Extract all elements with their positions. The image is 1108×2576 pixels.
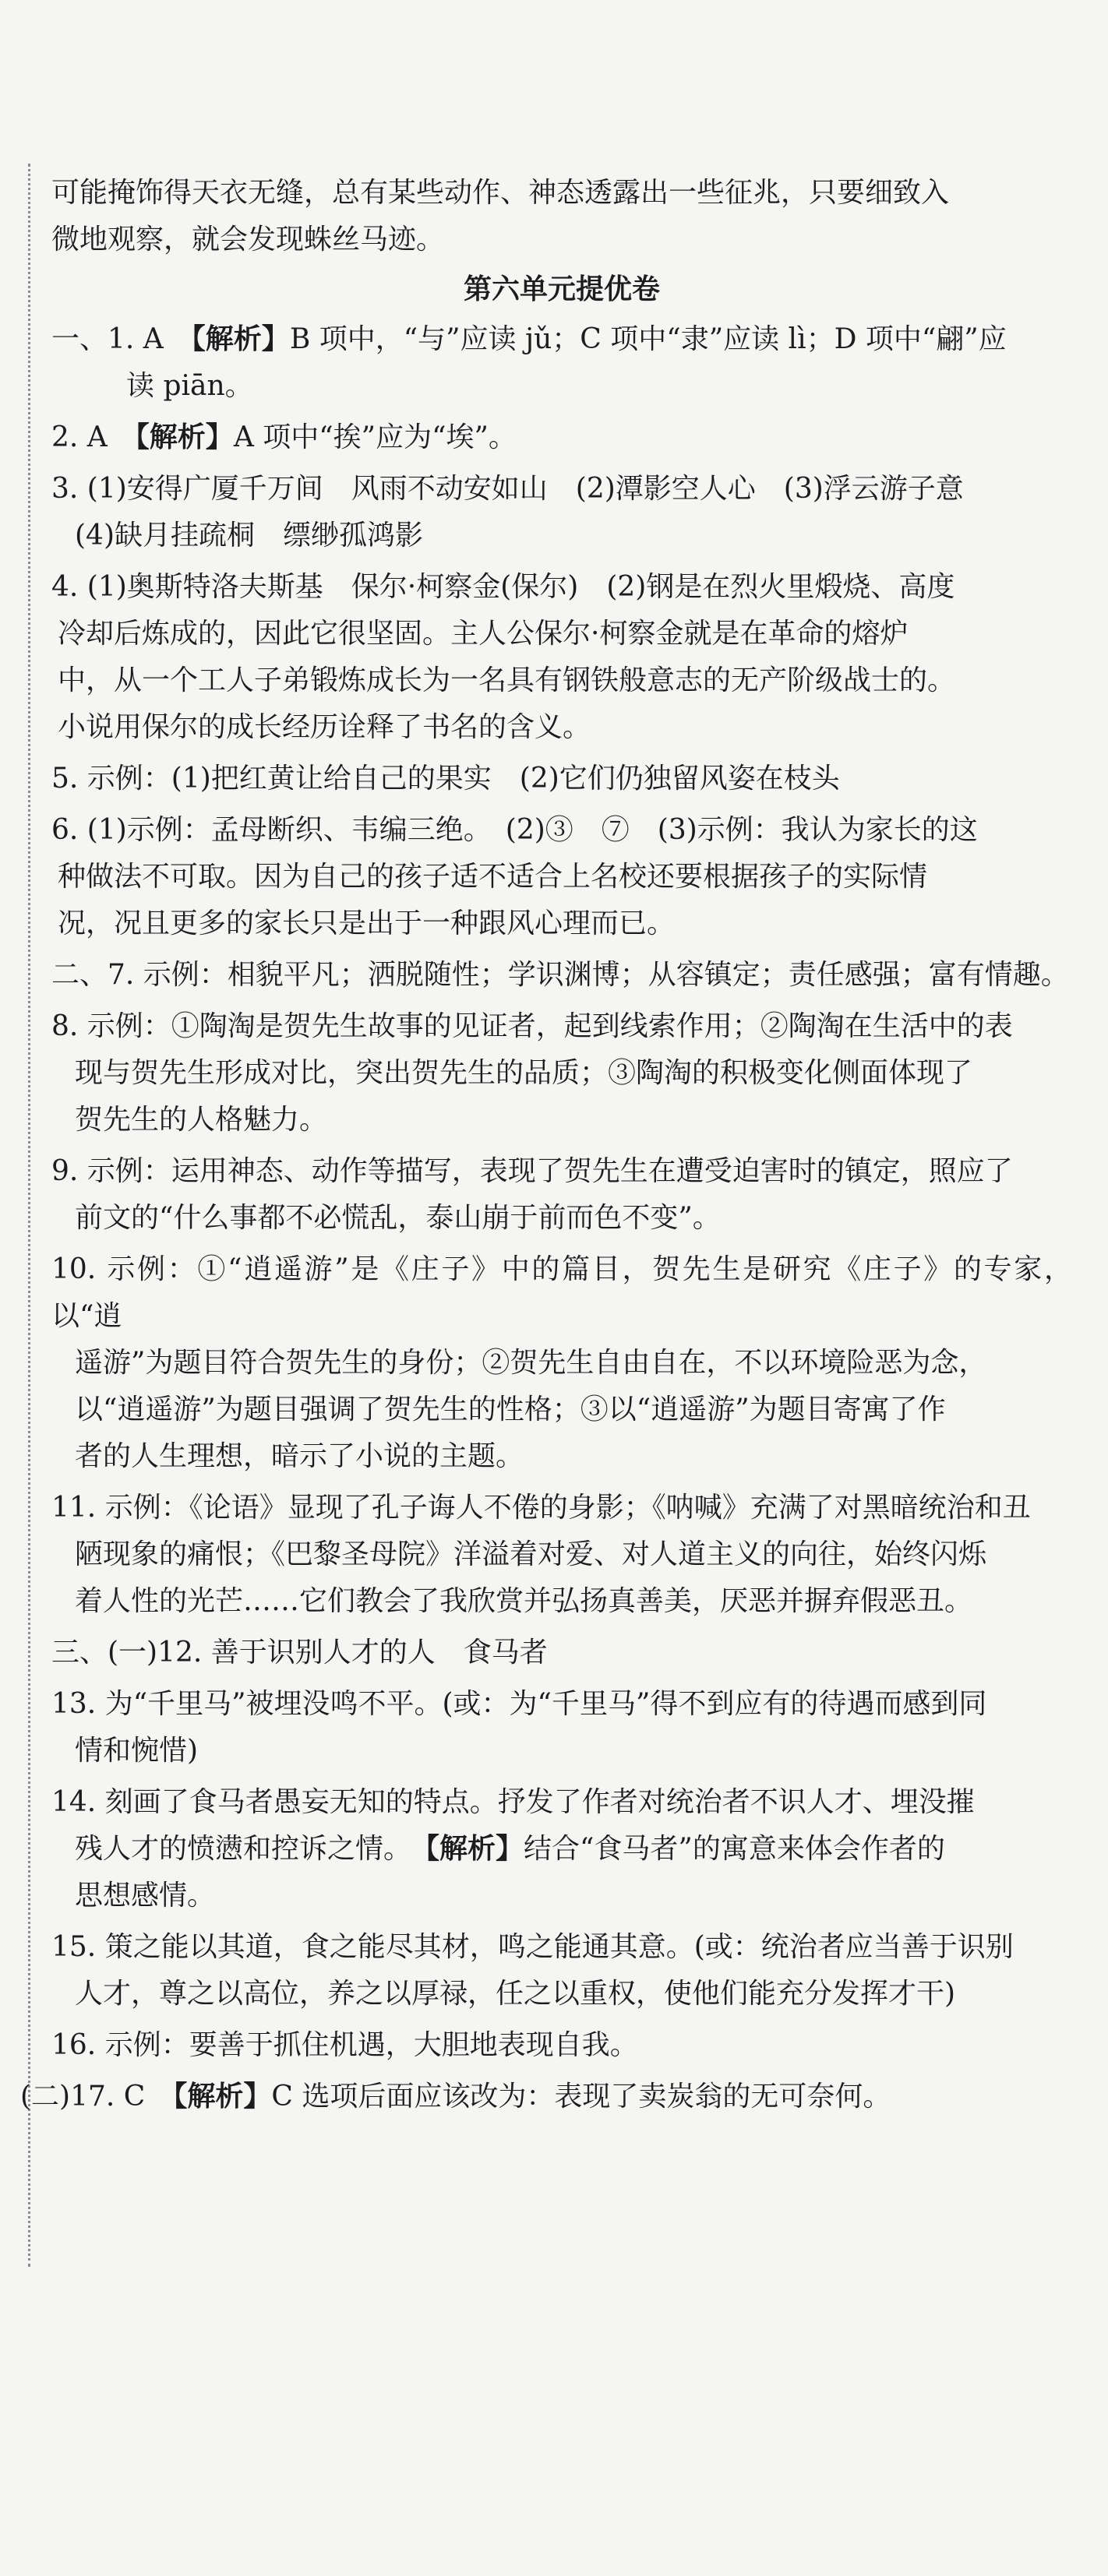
answer-2: [51, 414, 1072, 461]
answer-14-cont-1: [51, 1826, 1072, 1873]
section-title: 第六单元提优卷: [463, 273, 660, 305]
answer-14: 14. 刻画了食马者愚妄无知的特点。抒发了作者对统治者不识人才、埋没摧: [51, 1786, 975, 1818]
answer-1-cont: 读 piān。: [126, 370, 253, 402]
answer-15: 15. 策之能以其道，食之能尽其材，鸣之能通其意。(或：统治者应当善于识别: [51, 1931, 1014, 1963]
answer-16: 16. 示例：要善于抓住机遇，大胆地表现自我。: [51, 2029, 638, 2061]
answer-10-cont-1: 遥游”为题目符合贺先生的身份；②贺先生自由自在，不以环境险恶为念，: [75, 1347, 987, 1379]
answer-13-cont: 情和惋惜): [75, 1735, 199, 1767]
answer-6: 6. (1)示例：孟母断织、韦编三绝。 (2)③ ⑦ (3)示例：我认为家长的这: [51, 814, 978, 846]
answer-3: 3. (1)安得广厦千万间 风雨不动安如山 (2)潭影空人心 (3)浮云游子意: [51, 473, 964, 505]
answer-1: [51, 316, 1072, 363]
answer-14-text: 残人才的愤懑和控诉之情。: [75, 1833, 426, 1865]
answer-8-cont-1: 现与贺先生形成对比，突出贺先生的品质；③陶淘的积极变化侧面体现了: [75, 1057, 973, 1089]
answer-2-text: A 项中“挨”应为“埃”。: [233, 421, 517, 453]
answer-11-cont-1: 陋现象的痛恨；《巴黎圣母院》洋溢着对爱、对人道主义的向往，始终闪烁: [75, 1538, 987, 1570]
answer-4-cont-2: 中，从一个工人子弟锻炼成长为一名具有钢铁般意志的无产阶级战士的。: [58, 664, 956, 696]
answer-4-cont-3: 小说用保尔的成长经历诠释了书名的含义。: [58, 711, 591, 743]
intro-line-1: 可能掩饰得天衣无缝，总有某些动作、神态透露出一些征兆，只要细致入: [51, 177, 950, 209]
answer-7: 二、7. 示例：相貌平凡；洒脱随性；学识渊博；从容镇定；责任感强；富有情趣。: [51, 959, 1069, 991]
answer-11: 11. 示例：《论语》显现了孔子诲人不倦的身影；《呐喊》充满了对黑暗统治和丑: [51, 1492, 1031, 1524]
answer-10-cont-3: 者的人生理想，暗示了小说的主题。: [75, 1440, 524, 1472]
answer-4: 4. (1)奥斯特洛夫斯基 保尔·柯察金(保尔) (2)钢是在烈火里煅烧、高度: [51, 571, 955, 603]
analysis-tag: 【解析】: [135, 421, 234, 453]
answer-8: 8. 示例：①陶淘是贺先生故事的见证者，起到线索作用；②陶淘在生活中的表: [51, 1010, 1013, 1042]
answer-6-cont-1: 种做法不可取。因为自己的孩子适不适合上名校还要根据孩子的实际情: [58, 861, 928, 893]
answer-17: [20, 2074, 1072, 2120]
answer-1-number: 一、1. A: [51, 323, 192, 355]
answer-14-analysis: 结合“食马者”的寓意来体会作者的: [524, 1833, 945, 1865]
answer-10-cont-2: 以“逍遥游”为题目强调了贺先生的性格；③以“逍遥游”为题目寄寓了作: [75, 1394, 946, 1425]
answer-4-cont-1: 冷却后炼成的，因此它很坚固。主人公保尔·柯察金就是在革命的熔炉: [58, 618, 909, 650]
answer-content: [20, 170, 1072, 2120]
analysis-tag: 【解析】: [173, 2081, 272, 2113]
answer-6-cont-2: 况，况且更多的家长只是出于一种跟风心理而已。: [58, 907, 676, 939]
answer-13: 13. 为“千里马”被埋没鸣不平。(或：为“千里马”得不到应有的待遇而感到同: [51, 1688, 987, 1720]
answer-11-cont-2: 着人性的光芒……它们教会了我欣赏并弘扬真善美，厌恶并摒弃假恶丑。: [75, 1585, 973, 1617]
intro-line-2: 微地观察，就会发现蛛丝马迹。: [51, 224, 445, 255]
answer-1-text: B 项中，“与”应读 jǔ；C 项中“隶”应读 lì；D 项中“翩”应: [289, 323, 1007, 355]
answer-3-cont: (4)缺月挂疏桐 缥缈孤鸿影: [75, 520, 423, 551]
answer-17-text: C 选项后面应该改为：表现了卖炭翁的无可奈何。: [271, 2081, 891, 2113]
answer-12: 三、(一)12. 善于识别人才的人 食马者: [51, 1637, 548, 1669]
answer-15-cont: 人才，尊之以高位，养之以厚禄，任之以重权，使他们能充分发挥才干): [75, 1978, 956, 2010]
answer-8-cont-2: 贺先生的人格魅力。: [75, 1104, 328, 1136]
analysis-tag: 【解析】: [191, 323, 290, 355]
answer-10: 10. 示例：①“逍遥游”是《庄子》中的篇目，贺先生是研究《庄子》的专家，以“逍: [51, 1253, 1072, 1332]
answer-9: 9. 示例：运用神态、动作等描写，表现了贺先生在遭受迫害时的镇定，照应了: [51, 1155, 1013, 1187]
answer-5: 5. 示例：(1)把红黄让给自己的果实 (2)它们仍独留风姿在枝头: [51, 763, 840, 795]
binding-dotted-line: [28, 164, 30, 2267]
answer-9-cont: 前文的“什么事都不必慌乱，泰山崩于前而色不变”。: [75, 1202, 721, 1234]
analysis-tag: 【解析】: [425, 1833, 524, 1865]
answer-14-cont-2: 思想感情。: [75, 1880, 216, 1912]
answer-2-number: 2. A: [51, 421, 136, 453]
answer-17-number: (二)17. C: [20, 2081, 174, 2113]
